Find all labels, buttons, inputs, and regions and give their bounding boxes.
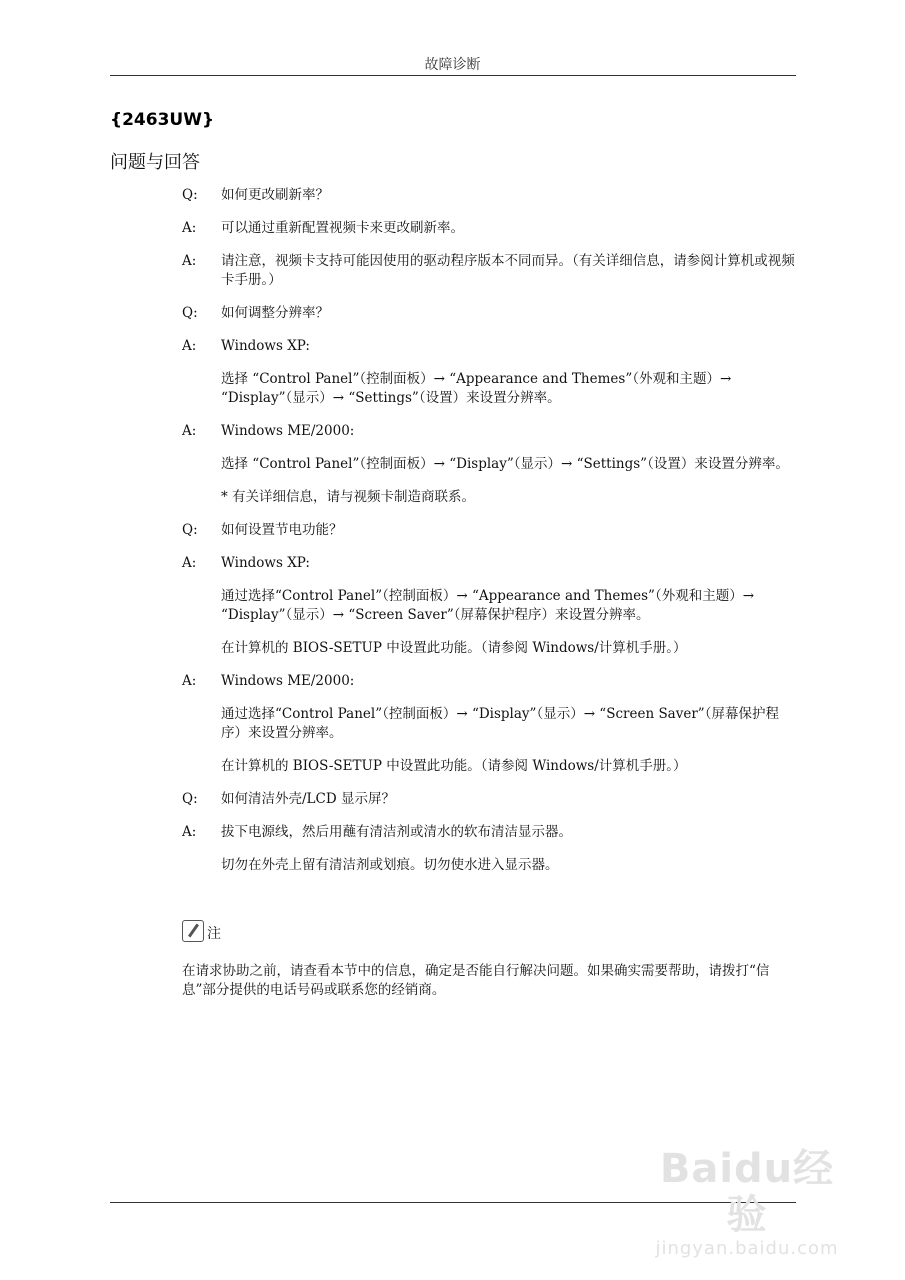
watermark-url: jingyan.baidu.com (655, 1238, 839, 1259)
model-title: {2463UW} (110, 110, 215, 130)
qa-detail-paragraph: 通过选择“Control Panel”（控制面板）→ “Display”（显示）→ “Screen Saver”（屏幕保护程序）来设置分辨率。 (221, 706, 779, 741)
qa-text: 如何调整分辨率？ (221, 305, 329, 321)
qa-text: 如何清洁外壳/LCD 显示屏？ (221, 791, 395, 807)
qa-text: 可以通过重新配置视频卡来更改刷新率。 (221, 220, 464, 236)
answer-item (182, 219, 796, 238)
qa-tag: A: (182, 338, 197, 354)
qa-tag: A: (182, 220, 197, 236)
header-divider (110, 75, 796, 76)
qa-tag: Q: (182, 791, 198, 807)
qa-text: Windows XP: (221, 338, 310, 354)
section-title: 问题与回答 (110, 152, 200, 173)
answer-item (182, 337, 796, 356)
qa-text: Windows ME/2000: (221, 673, 355, 689)
note-heading (182, 920, 221, 942)
qa-tag: Q: (182, 187, 198, 203)
qa-text: 拔下电源线，然后用蘸有清洁剂或清水的软布清洁显示器。 (221, 824, 572, 840)
watermark (642, 1146, 852, 1260)
qa-tag: A: (182, 423, 197, 439)
qa-text: Windows XP: (221, 555, 310, 571)
qa-detail-paragraph: 切勿在外壳上留有清洁剂或划痕。切勿使水进入显示器。 (221, 857, 559, 873)
qa-detail-paragraph: 在计算机的 BIOS-SETUP 中设置此功能。（请参阅 Windows/计算机手册。） (221, 640, 687, 656)
qa-detail-paragraph: 选择 “Control Panel”（控制面板）→ “Appearance and Themes”（外观和主题）→ “Display”（显示）→ “Settings”（设置）来设置分辨率。 (221, 371, 732, 406)
qa-text: Windows ME/2000: (221, 423, 355, 439)
qa-tag: A: (182, 824, 197, 840)
qa-tag: A: (182, 253, 197, 269)
question-item (182, 186, 796, 205)
answer-item (182, 823, 796, 842)
qa-tag: Q: (182, 305, 198, 321)
note-pencil-icon (182, 920, 204, 942)
question-item (182, 521, 796, 540)
answer-item (182, 252, 796, 290)
qa-detail-paragraph: 通过选择“Control Panel”（控制面板）→ “Appearance and Themes”（外观和主题）→ “Display”（显示）→ “Screen Saver”（屏幕保护程序）来设置分辨率。 (221, 588, 755, 623)
page-header-title: 故障诊断 (424, 57, 481, 73)
answer-item (182, 672, 796, 691)
question-item (182, 304, 796, 323)
qa-list (182, 186, 796, 889)
qa-text: 如何更改刷新率？ (221, 187, 329, 203)
answer-item (182, 554, 796, 573)
watermark-brand: Baidu经验 (659, 1146, 835, 1238)
qa-text: 请注意，视频卡支持可能因使用的驱动程序版本不同而异。（有关详细信息，请参阅计算机或视频卡手册。） (221, 253, 795, 288)
answer-item (182, 422, 796, 441)
note-label: 注 (207, 926, 221, 942)
qa-tag: Q: (182, 522, 198, 538)
qa-text: 如何设置节电功能？ (221, 522, 343, 538)
qa-detail-paragraph: 在计算机的 BIOS-SETUP 中设置此功能。（请参阅 Windows/计算机手册。） (221, 758, 687, 774)
qa-detail-paragraph: * 有关详细信息，请与视频卡制造商联系。 (221, 489, 476, 505)
qa-detail-paragraph: 选择 “Control Panel”（控制面板）→ “Display”（显示）→ “Settings”（设置）来设置分辨率。 (221, 456, 789, 472)
question-item (182, 790, 796, 809)
qa-tag: A: (182, 555, 197, 571)
qa-tag: A: (182, 673, 197, 689)
note-text: 在请求协助之前，请查看本节中的信息，确定是否能自行解决问题。如果确实需要帮助，请拨打“信息”部分提供的电话号码或联系您的经销商。 (182, 963, 770, 998)
